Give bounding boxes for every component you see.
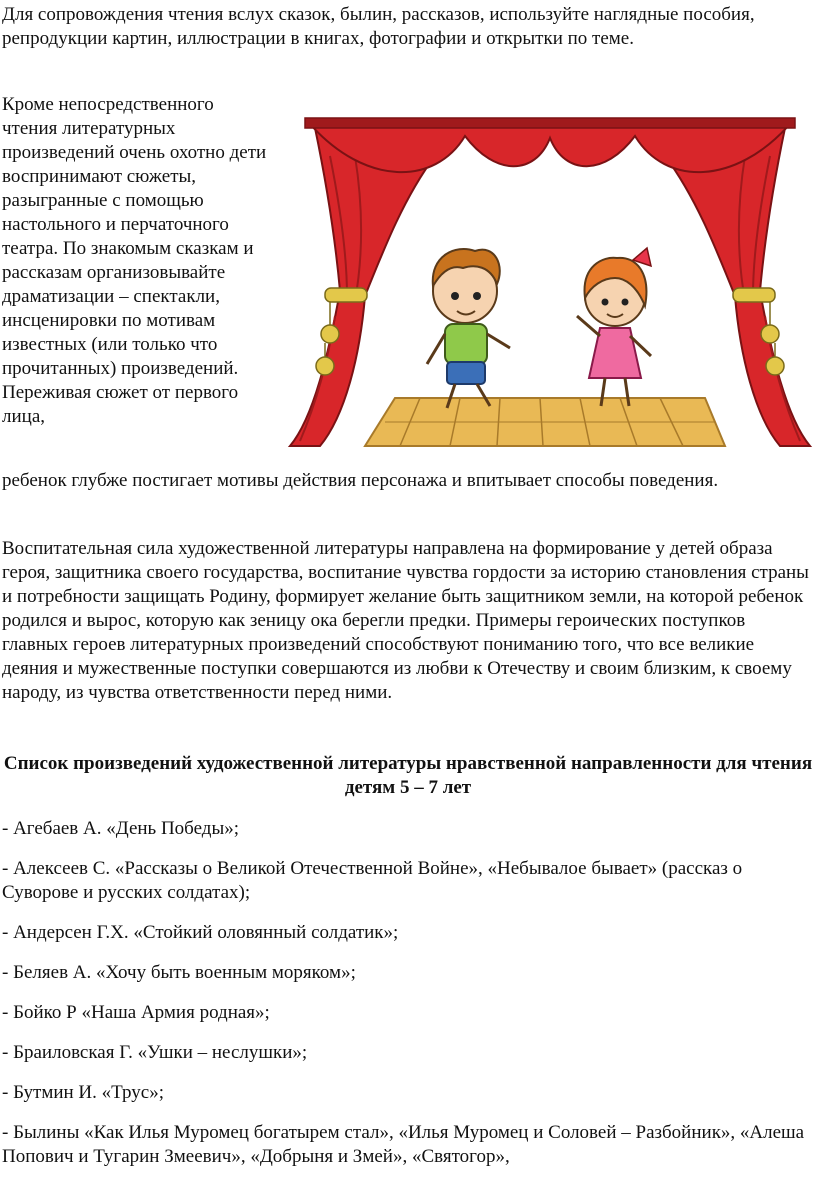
list-item: - Браиловская Г. «Ушки – неслушки»; <box>2 1042 308 1063</box>
list-item: - Бутмин И. «Трус»; <box>2 1082 164 1103</box>
intro-paragraph: Для сопровождения чтения вслух сказок, былин, рассказов, используйте наглядные пособия, репродукции картин, иллюстрации в книгах, фотографии и открытки по теме. <box>2 4 755 49</box>
book-list <box>2 817 812 1185</box>
theatre-paragraph: Кроме непосредственного чтения литературных произведений очень охотно дети воспринимают сюжеты, разыгранные с помощью настольного и перчаточного театра. По знакомым сказкам и рассказам организовывайте драматизации – спектакли, инсценировки по мотивам известных (или только что прочитанных) произведений. Переживая сюжет от первого лица, <box>2 94 267 427</box>
boy-figure <box>427 249 510 408</box>
literature-power-paragraph: Воспитательная сила художественной литературы направлена на формирование у детей образа героя, защитника своего государства, воспитание чувства гордости за историю становления страны и потребности защищать Родину, формирует желание быть защитником земли, на которой ребенок родился и вырос, которую как зеницу ока берегли предки. Примеры героических поступков главных героев литературных произведений способствуют пониманию того, что все великие деяния и мужественные поступки совершаются из любви к Отечеству и своим близким, к своему народу, из чувства ответственности перед ними. <box>2 538 809 703</box>
stage-floor <box>365 398 725 446</box>
top-valance <box>305 118 795 172</box>
theatre-paragraph-continued: ребенок глубже постигает мотивы действия персонажа и впитывает способы поведения. <box>2 470 719 491</box>
list-item: - Бойко Р «Наша Армия родная»; <box>2 1002 270 1023</box>
list-item: - Агебаев А. «День Победы»; <box>2 818 239 839</box>
list-item: - Былины «Как Илья Муромец богатырем стал», «Илья Муромец и Соловей – Разбойник», «Алеша Попович и Тугарин Змеевич», «Добрыня и Змей», «Святогор», <box>2 1122 805 1167</box>
puppet-theatre-illustration <box>285 116 815 460</box>
book-list-heading: Список произведений художественной литературы нравственной направленности для чтения детям 5 – 7 лет <box>3 753 813 798</box>
list-item: - Андерсен Г.Х. «Стойкий оловянный солдатик»; <box>2 922 399 943</box>
girl-figure <box>577 248 651 406</box>
list-item: - Алексеев С. «Рассказы о Великой Отечественной Войне», «Небывалое бывает» (рассказ о Суворове и русских солдатах); <box>2 858 743 903</box>
list-item: - Беляев А. «Хочу быть военным моряком»; <box>2 962 356 983</box>
